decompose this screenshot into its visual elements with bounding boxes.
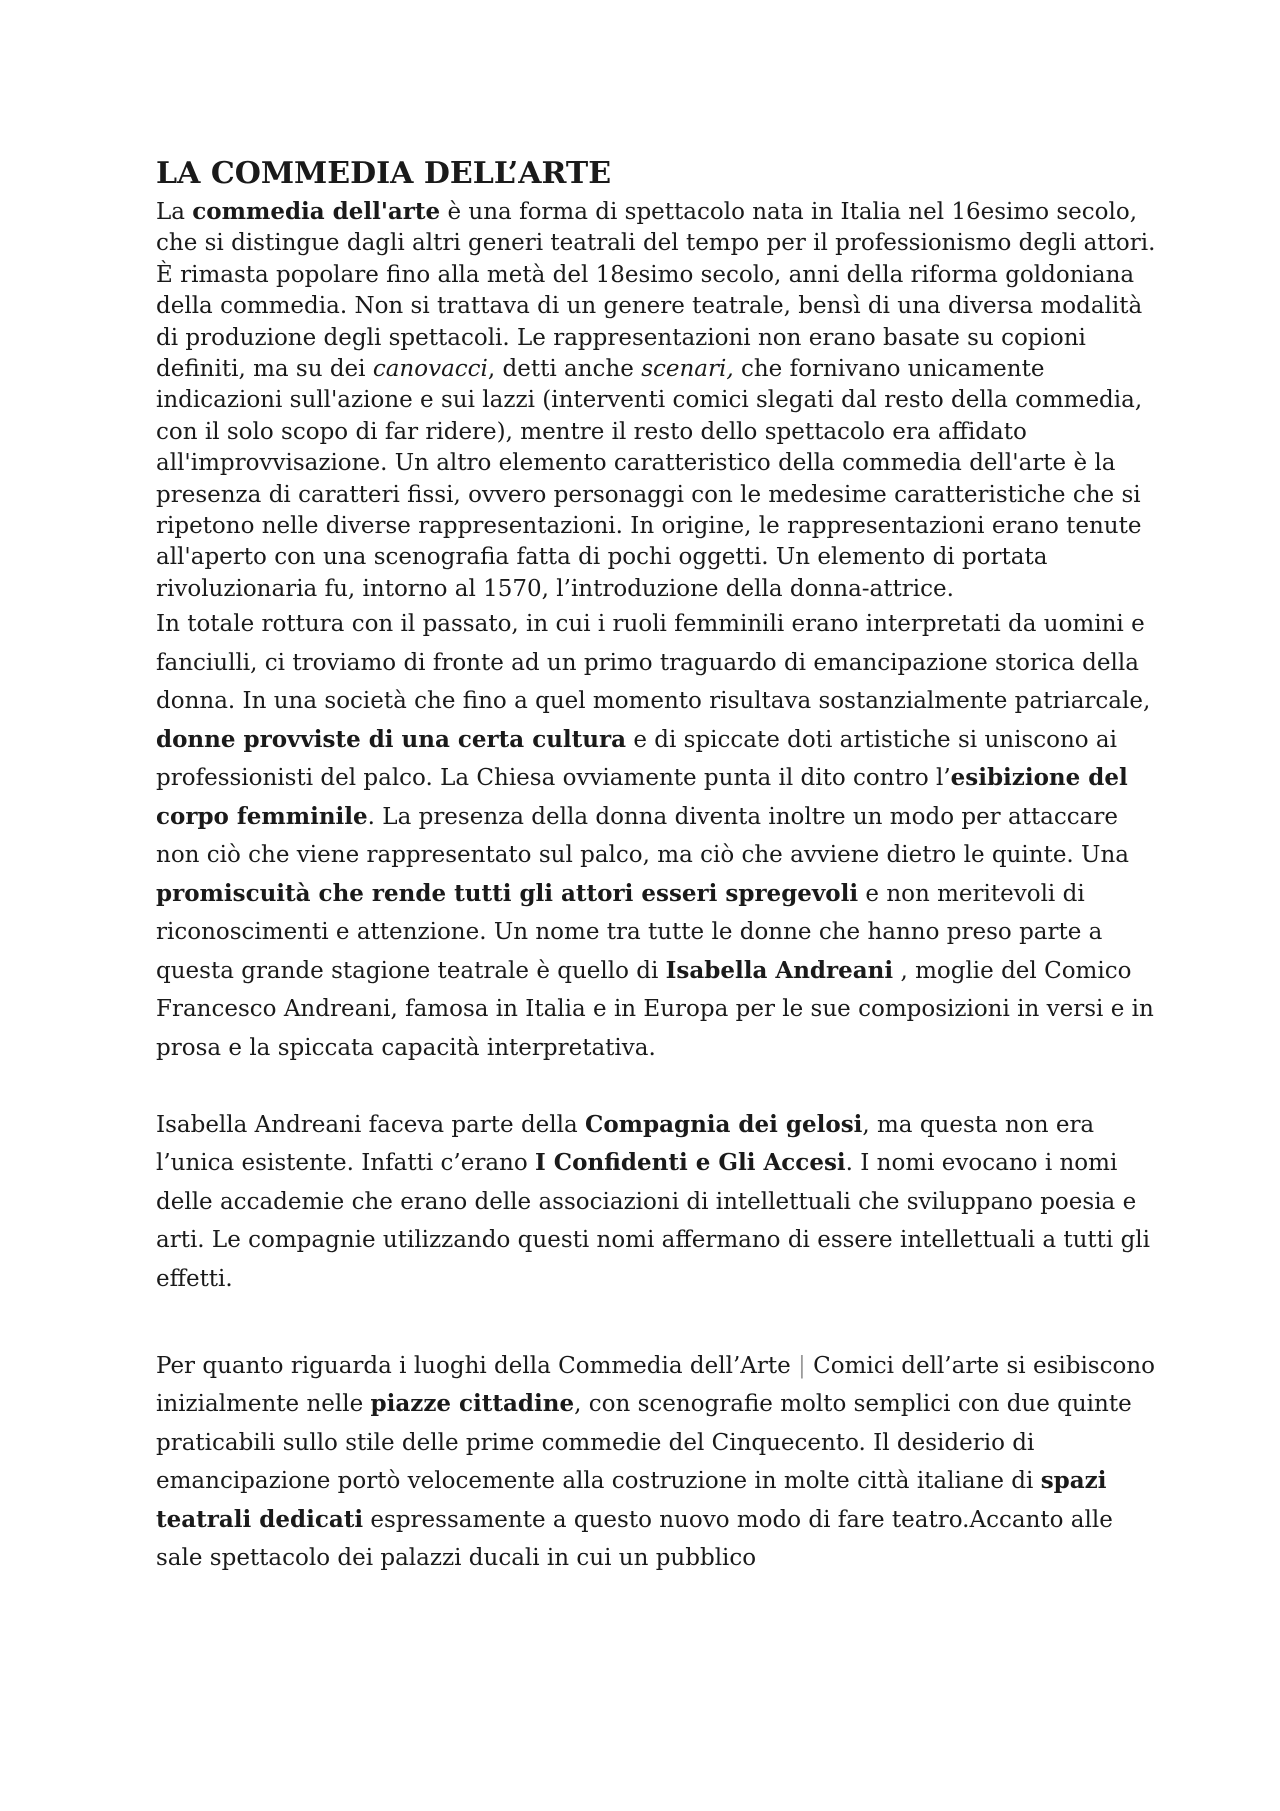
italic-term: scenari, <box>641 356 734 383</box>
text-run: che fornivano unicamente indicazioni sull'azione e sui lazzi (interventi comici slegati dal resto della commedia, con il solo scopo di far ridere), mentre il resto dello spettacolo era affidato all'improvvisazione. Un altro elemento caratteristico della commedia dell'arte è la presenza di caratteri fissi, ovvero personaggi con le medesime caratteristiche che si ripetono nelle diverse rappresentazioni. In origine, le rappresentazioni erano tenute all'aperto con una scenografia fatta di pochi oggetti. Un elemento di portata rivoluzionaria fu, intorno al 1570, l’introduzione della donna-attrice. <box>156 356 1143 602</box>
bold-term: piazze cittadine <box>370 1390 575 1418</box>
text-run: è una forma di spettacolo nata in Italia nel 16esimo secolo, che si distingue dagli altri generi teatrali del tempo per il professionismo degli attori. È rimasta popolare fino alla metà del 18esimo secolo, anni della riforma goldoniana della commedia. Non si trattava di un genere teatrale, bensì di una diversa modalità di produzione degli spettacoli. Le rappresentazioni non erano basate su copioni definiti, ma su dei <box>156 199 1156 383</box>
text-run: , con scenografie molto semplici con due quinte praticabili sullo stile delle prime commedie del Cinquecento. Il desiderio di emancipazione portò velocemente alla costruzione in molte città italiane di <box>156 1391 1132 1495</box>
paragraph-intro <box>156 196 1156 605</box>
text-run: , detti anche <box>487 356 642 383</box>
paragraph-venues <box>156 1347 1156 1578</box>
text-run: Isabella Andreani faceva parte della <box>156 1111 586 1138</box>
bold-term: promiscuità che rende tutti gli attori esseri spregevoli <box>156 879 859 907</box>
bold-term: Isabella Andreani <box>665 956 894 984</box>
bold-term: donne provviste di una certa cultura <box>156 725 627 753</box>
text-run: e di spiccate doti artistiche si uniscono ai professionisti del palco. La Chiesa ovviamente punta il dito contro l’ <box>156 726 1118 792</box>
text-cursor-mark: | <box>798 1352 806 1379</box>
text-run: La <box>156 199 193 225</box>
document-title: LA COMMEDIA DELL’ARTE <box>156 156 612 191</box>
paragraph-spacer <box>156 1298 1156 1337</box>
paragraph-spacer <box>156 1337 1156 1347</box>
text-run: e non meritevoli di riconoscimenti e attenzione. Un nome tra tutte le donne che hanno preso parte a questa grande stagione teatrale è quello di <box>156 880 1103 984</box>
bold-term: commedia dell'arte <box>192 198 441 225</box>
text-run: . La presenza della donna diventa inoltre un modo per attaccare non ciò che viene rappresentato sul palco, ma ciò che avviene dietro le quinte. Una <box>156 803 1129 869</box>
bold-term: Compagnia dei gelosi <box>585 1110 863 1138</box>
text-run: , moglie del Comico Francesco Andreani, famosa in Italia e in Europa per le sue composizioni in versi e in prosa e la spiccata capacità interpretativa. <box>156 957 1154 1061</box>
paragraph-women-actors <box>156 605 1156 1067</box>
text-run: Comici dell’arte si esibiscono inizialmente nelle <box>156 1352 1155 1418</box>
paragraph-spacer <box>156 1067 1156 1106</box>
text-run: In totale rottura con il passato, in cui i ruoli femminili erano interpretati da uomini e fanciulli, ci troviamo di fronte ad un primo traguardo di emancipazione storica della donna. In una società che fino a quel momento risultava sostanzialmente patriarcale, <box>156 611 1151 715</box>
bold-term: esibizione del corpo femminile <box>156 764 1128 830</box>
paragraph-companies <box>156 1106 1156 1299</box>
italic-term: canovacci <box>372 356 488 383</box>
text-run: . I nomi evocano i nomi delle accademie che erano delle associazioni di intellettuali che sviluppano poesia e arti. Le compagnie utilizzando questi nomi affermano di essere intellettuali a tutti gli effetti. <box>156 1150 1151 1292</box>
text-run: Per quanto riguarda i luoghi della Commedia dell’Arte <box>156 1352 799 1379</box>
text-run: , ma questa non era l’unica esistente. Infatti c’erano <box>156 1111 1095 1177</box>
bold-term: I Confidenti e Gli Accesi <box>535 1149 846 1177</box>
text-run: espressamente a questo nuovo modo di fare teatro.Accanto alle sale spettacolo dei palazzi ducali in cui un pubblico <box>156 1506 1113 1572</box>
bold-term: spazi teatrali dedicati <box>156 1467 1107 1533</box>
document-page <box>156 154 1156 1578</box>
